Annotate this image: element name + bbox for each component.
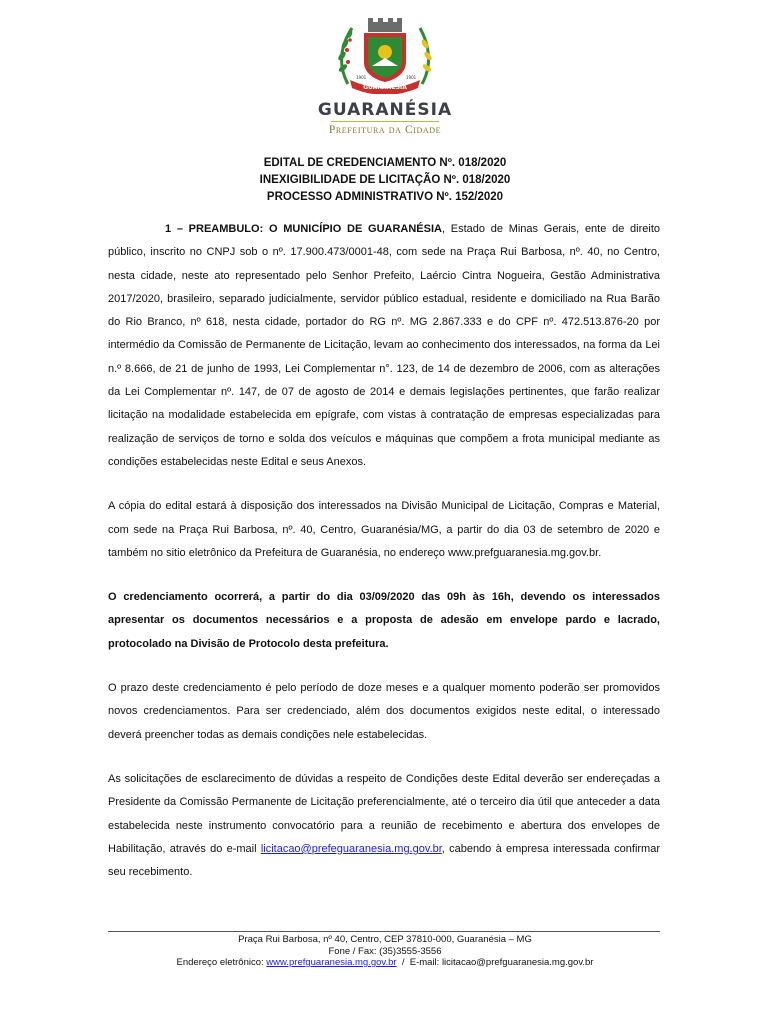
esclarecimento-tail: , cabendo à empresa interessada confirmar seu recebimento.	[108, 842, 660, 879]
crest-year-left: 1901	[356, 75, 367, 80]
esclarecimento-paragraph	[108, 768, 660, 884]
email-link[interactable]: licitacao@prefeguaranesia.mg.gov.br	[260, 842, 442, 855]
document-header	[0, 155, 770, 206]
document-body	[108, 218, 660, 905]
preamble-paragraph	[108, 218, 660, 474]
inexigibilidade-title: INEXIGIBILIDADE DE LICITAÇÃO Nº. 018/2020	[259, 174, 511, 186]
edital-copy-paragraph: A cópia do edital estará à disposição dos interessados na Divisão Municipal de Licitação, Compras e Material, com sede na Praça Rui Barbosa, nº. 40, Centro, Guaranésia/MG, a partir do dia 03 de setembro de 2020 e também no sitio eletrônico da Prefeitura de Guaranésia, no endereço www.prefguaranesia.mg.gov.br.	[108, 500, 660, 559]
brand-divider	[331, 121, 439, 122]
footer-site-link[interactable]: www.prefguaranesia.mg.gov.br	[266, 957, 397, 968]
page-footer	[0, 934, 770, 969]
city-subtitle: Prefeitura da Cidade	[328, 124, 442, 136]
preamble-lead: 1 – PREAMBULO: O MUNICÍPIO DE GUARANÉSIA	[165, 223, 442, 235]
processo-title: PROCESSO ADMINISTRATIVO Nº. 152/2020	[266, 191, 504, 203]
city-crest-logo	[328, 18, 442, 94]
footer-site-label: Endereço eletrônico:	[176, 957, 267, 968]
footer-address: Praça Rui Barbosa, nº 40, Centro, CEP 37810-000, Guaranésia – MG	[238, 934, 532, 945]
edital-title: EDITAL DE CREDENCIAMENTO Nº. 018/2020	[263, 157, 507, 169]
crest-year-right: 1901	[406, 75, 417, 80]
preamble-text: , Estado de Minas Gerais, ente de direito público, inscrito no CNPJ sob o nº. 17.900.473/0001-48, com sede na Praça Rui Barbosa, nº. 40, no Centro, nesta cidade, neste ato representado pelo Senhor Prefeito, Laércio Cintra Nogueira, Gestão Administrativa 2017/2020, brasileiro, separado judicialmente, servidor público estadual, residente e domiciliado na Rua Barão do Rio Branco, nº 618, nesta cidade, portador do RG nº. MG 2.867.333 e do CPF nº. 472.513.876-20 por intermédio da Comissão de Permanente de Licitação, levam ao conhecimento dos interessados, na forma da Lei n.º 8.666, de 21 de junho de 1993, Lei Complementar n°. 123, de 14 de dezembro de 2006, com as alterações da Lei Complementar nº. 147, de 07 de agosto de 2014 e demais legislações pertinentes, que farão realizar licitação na modalidade estabelecida em epígrafe, com vistas à contratação de empresas especializadas para realização de serviços de torno e solda dos veículos e máquinas que compõem a frota municipal mediante as condições estabelecidas neste Edital e seus Anexos.	[108, 223, 660, 468]
city-name: GUARANÉSIA	[317, 100, 453, 120]
credenciamento-paragraph: O credenciamento ocorrerá, a partir do dia 03/09/2020 das 09h às 16h, devendo os interessados apresentar os documentos necessários e a proposta de adesão em envelope pardo e lacrado, protocolado na Divisão de Protocolo desta prefeitura.	[108, 591, 660, 650]
prazo-paragraph: O prazo deste credenciamento é pelo período de doze meses e a qualquer momento poderão ser promovidos novos credenciamentos. Para ser credenciado, além dos documentos exigidos neste edital, o interessado deverá preencher todas as demais condições nele estabelecidas.	[108, 682, 660, 741]
footer-separator: /	[396, 957, 410, 968]
crest-banner-text: GUARANÉSIA	[363, 84, 407, 91]
esclarecimento-text: As solicitações de esclarecimento de dúvidas a respeito de Condições deste Edital deverão ser endereçadas a Presidente da Comissão Permanente de Licitação preferencialmente, até o terceiro dia útil que anteceder a data estabelecida neste instrumento convocatório para a reunião de recebimento e abertura dos envelopes de Habilitação, através do e-mail	[108, 772, 660, 855]
footer-phone: Fone / Fax: (35)3555-3556	[328, 945, 442, 957]
footer-email: E-mail: licitacao@prefguaranesia.mg.gov.br	[409, 957, 594, 968]
footer-divider	[108, 931, 660, 932]
footer-contacts	[0, 957, 770, 969]
